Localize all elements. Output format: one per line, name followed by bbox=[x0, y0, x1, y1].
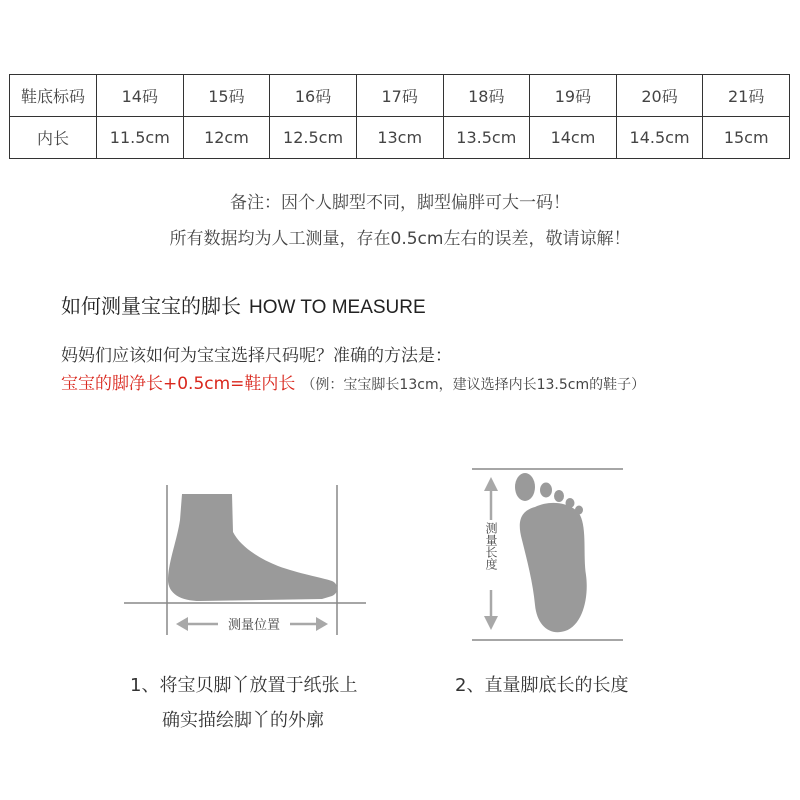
size-cell: 20码 bbox=[616, 75, 703, 117]
section-title bbox=[61, 290, 426, 319]
length-row bbox=[10, 117, 790, 159]
size-cell: 16码 bbox=[270, 75, 357, 117]
measure-position-label: 测量位置 bbox=[227, 618, 281, 633]
note-error: 所有数据均为人工测量，存在0.5cm左右的误差，敬请谅解！ bbox=[169, 229, 631, 249]
right-arrow-icon bbox=[316, 617, 328, 631]
side-foot-icon bbox=[168, 494, 337, 601]
length-cell: 14.5cm bbox=[616, 117, 703, 159]
length-cell: 12cm bbox=[183, 117, 270, 159]
sizing-question: 妈妈们应该如何为宝宝选择尺码呢？准确的方法是： bbox=[61, 346, 452, 366]
measure-length-label: 测量长度 bbox=[484, 522, 498, 570]
down-arrow-icon bbox=[484, 616, 498, 630]
length-cell: 14cm bbox=[530, 117, 617, 159]
length-row-label: 内长 bbox=[10, 117, 97, 159]
size-row bbox=[10, 75, 790, 117]
step2-caption: 2、直量脚底长的长度 bbox=[455, 675, 629, 696]
up-arrow-icon bbox=[484, 477, 498, 491]
size-cell: 17码 bbox=[356, 75, 443, 117]
size-cell: 15码 bbox=[183, 75, 270, 117]
size-cell: 18码 bbox=[443, 75, 530, 117]
sole-figure bbox=[465, 465, 630, 645]
note-fit: 备注：因个人脚型不同，脚型偏胖可大一码！ bbox=[230, 193, 570, 213]
left-arrow-icon bbox=[176, 617, 188, 631]
step1-caption-line2: 确实描绘脚丫的外廓 bbox=[162, 710, 324, 731]
size-cell: 14码 bbox=[97, 75, 184, 117]
section-title-en: HOW TO MEASURE bbox=[249, 297, 426, 318]
sizing-formula: 宝宝的脚净长+0.5cm=鞋内长 bbox=[61, 374, 296, 394]
size-table bbox=[9, 74, 790, 159]
size-cell: 19码 bbox=[530, 75, 617, 117]
section-title-cn: 如何测量宝宝的脚长 bbox=[61, 294, 241, 318]
formula-line bbox=[61, 369, 645, 394]
side-foot-figure bbox=[120, 480, 370, 640]
length-cell: 13.5cm bbox=[443, 117, 530, 159]
sole-icon bbox=[515, 473, 587, 632]
length-cell: 15cm bbox=[703, 117, 790, 159]
step1-caption-line1: 1、将宝贝脚丫放置于纸张上 bbox=[130, 675, 358, 696]
length-cell: 11.5cm bbox=[97, 117, 184, 159]
sizing-example: （例：宝宝脚长13cm，建议选择内长13.5cm的鞋子） bbox=[301, 377, 646, 393]
size-cell: 21码 bbox=[703, 75, 790, 117]
length-cell: 13cm bbox=[356, 117, 443, 159]
size-row-label: 鞋底标码 bbox=[10, 75, 97, 117]
length-cell: 12.5cm bbox=[270, 117, 357, 159]
